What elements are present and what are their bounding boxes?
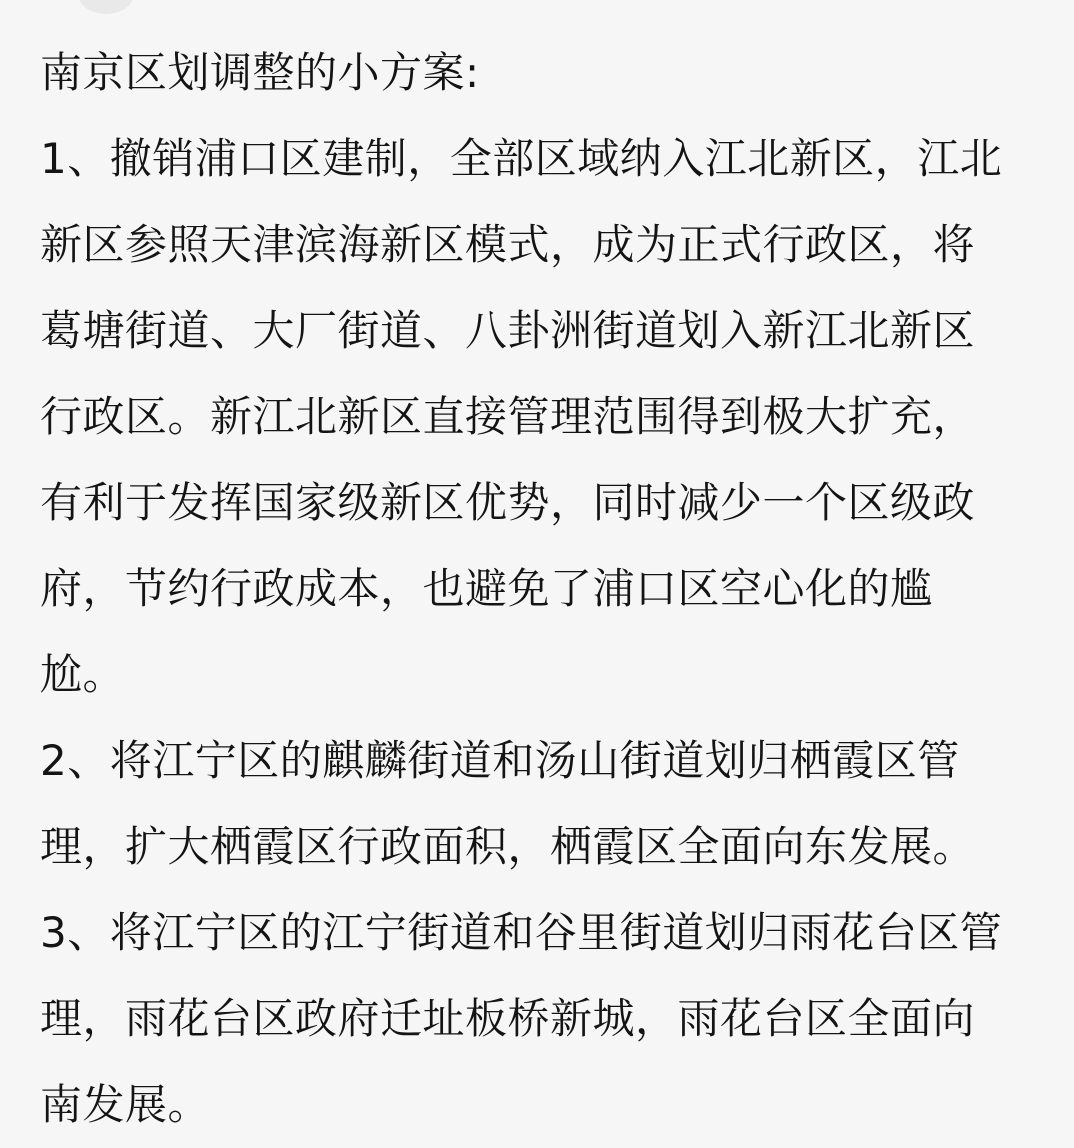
avatar[interactable] (78, 0, 134, 14)
post-line: 1、撤销浦口区建制，全部区域纳入江北新区，江北 (40, 134, 1003, 183)
post-line: 葛塘街道、大厂街道、八卦洲街道划入新江北新区 (40, 306, 976, 355)
post-line: 理，扩大栖霞区行政面积，栖霞区全面向东发展。 (40, 822, 976, 871)
post-line: 新区参照天津滨海新区模式，成为正式行政区，将 (40, 220, 976, 269)
post-line: 有利于发挥国家级新区优势，同时减少一个区级政 (40, 478, 976, 527)
post-line: 行政区。新江北新区直接管理范围得到极大扩充， (40, 392, 976, 441)
post-title: 南京区划调整的小方案: (40, 48, 480, 97)
post-line: 2、将江宁区的麒麟街道和汤山街道划归栖霞区管 (40, 736, 960, 785)
post-body (40, 30, 1040, 1148)
post-line: 南发展。 (40, 1080, 211, 1129)
post-line: 府，节约行政成本，也避免了浦口区空心化的尴 (40, 564, 933, 613)
post-line: 尬。 (40, 650, 126, 699)
post-line: 理，雨花台区政府迁址板桥新城，雨花台区全面向 (40, 994, 976, 1043)
post-line: 3、将江宁区的江宁街道和谷里街道划归雨花台区管 (40, 908, 1003, 957)
